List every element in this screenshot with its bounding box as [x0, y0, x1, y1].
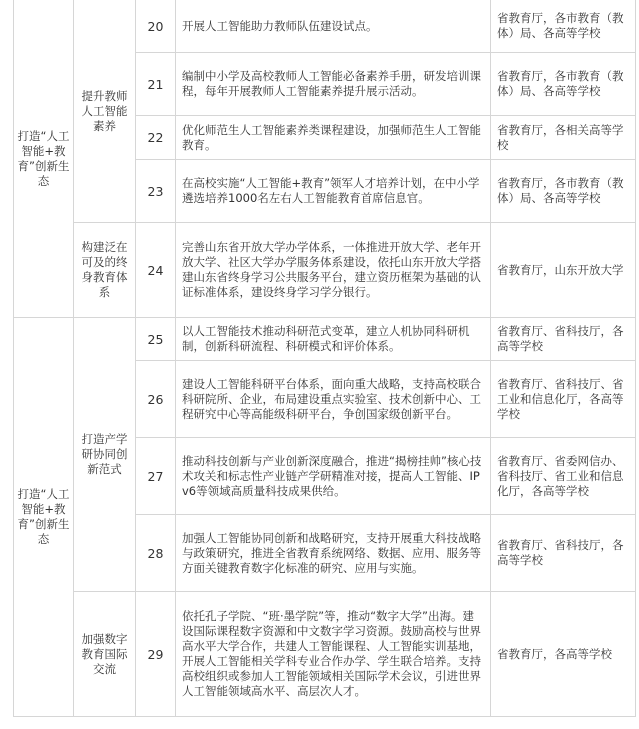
table-row [14, 223, 636, 318]
task-content: 依托孔子学院、“班·墨学院”等，推动“数字大学”出海。建设国际课程数字资源和中文数字学习资源。鼓励高校与世界高水平大学合作，共建人工智能课程、人工智能实训基地，开展人工智能相关学科专业合作办学、学生联合培养。支持高校组织或参加人工智能领域相关国际学术会议，引进世界人工智能领域高水平、高层次人才。 [176, 592, 491, 717]
task-content: 以人工智能技术推动科研范式变革，建立人机协同科研机制，创新科研流程、科研模式和评价体系。 [176, 318, 491, 361]
category-label: 打造“人工智能+教育”创新生态 [17, 487, 70, 546]
task-content: 在高校实施“人工智能+教育”领军人才培养计划，在中小学遴选培养1000名左右人工智能教育首席信息官。 [176, 160, 491, 223]
responsible-departments: 省教育厅，各市教育（教体）局、各高等学校 [491, 0, 636, 53]
subcategory-cell [74, 592, 136, 717]
row-number: 27 [136, 438, 176, 515]
task-content: 建设人工智能科研平台体系，面向重大战略，支持高校联合科研院所、企业，布局建设重点实验室、技术创新中心、工程研究中心等高能级科研平台，争创国家级创新平台。 [176, 361, 491, 438]
responsible-departments: 省教育厅，各高等学校 [491, 592, 636, 717]
responsible-departments: 省教育厅，各市教育（教体）局、各高等学校 [491, 160, 636, 223]
category-label: 打造“人工智能+教育”创新生态 [17, 128, 70, 188]
responsible-departments: 省教育厅，山东开放大学 [491, 223, 636, 318]
subcategory-label: 构建泛在可及的终身教育体系 [81, 240, 128, 299]
subcategory-cell [74, 318, 136, 592]
task-content: 开展人工智能助力教师队伍建设试点。 [176, 0, 491, 53]
responsible-departments: 省教育厅，各市教育（教体）局、各高等学校 [491, 53, 636, 116]
row-number: 25 [136, 318, 176, 361]
responsible-departments: 省教育厅、省科技厅、省工业和信息化厅，各高等学校 [491, 361, 636, 438]
category-cell [14, 0, 74, 318]
table-row [14, 592, 636, 717]
responsible-departments: 省教育厅、省科技厅，各高等学校 [491, 318, 636, 361]
subcategory-label: 加强数字教育国际交流 [81, 631, 128, 676]
row-number: 28 [136, 515, 176, 592]
subcategory-cell [74, 223, 136, 318]
category-cell [14, 318, 74, 717]
subcategory-label: 打造产学研协同创新范式 [81, 432, 128, 476]
task-content: 加强人工智能协同创新和战略研究，支持开展重大科技战略与政策研究，推进全省教育系统网络、数据、应用、服务等方面关键教育数字化标准的研究、应用与实施。 [176, 515, 491, 592]
task-content: 推动科技创新与产业创新深度融合，推进“揭榜挂帅”核心技术攻关和标志性产业链产学研精准对接，提高人工智能、IPv6等领域高质量科技成果供给。 [176, 438, 491, 515]
subcategory-label: 提升教师人工智能素养 [81, 88, 128, 133]
row-number: 24 [136, 223, 176, 318]
subcategory-cell [74, 0, 136, 223]
table-row [14, 318, 636, 361]
task-content: 完善山东省开放大学办学体系，一体推进开放大学、老年开放大学、社区大学办学服务体系建设，依托山东开放大学搭建山东省终身学习公共服务平台，建立资历框架为基础的认证标准体系，建设终身学习学分银行。 [176, 223, 491, 318]
responsible-departments: 省教育厅，各相关高等学校 [491, 116, 636, 160]
responsible-departments: 省教育厅、省科技厅，各高等学校 [491, 515, 636, 592]
table-row [14, 0, 636, 53]
task-content: 编制中小学及高校教师人工智能必备素养手册，研发培训课程，每年开展教师人工智能素养提升展示活动。 [176, 53, 491, 116]
row-number: 20 [136, 0, 176, 53]
task-content: 优化师范生人工智能素养类课程建设，加强师范生人工智能教育。 [176, 116, 491, 160]
row-number: 21 [136, 53, 176, 116]
row-number: 23 [136, 160, 176, 223]
responsible-departments: 省教育厅、省委网信办、省科技厅、省工业和信息化厅，各高等学校 [491, 438, 636, 515]
task-table [13, 0, 636, 717]
row-number: 29 [136, 592, 176, 717]
row-number: 26 [136, 361, 176, 438]
row-number: 22 [136, 116, 176, 160]
